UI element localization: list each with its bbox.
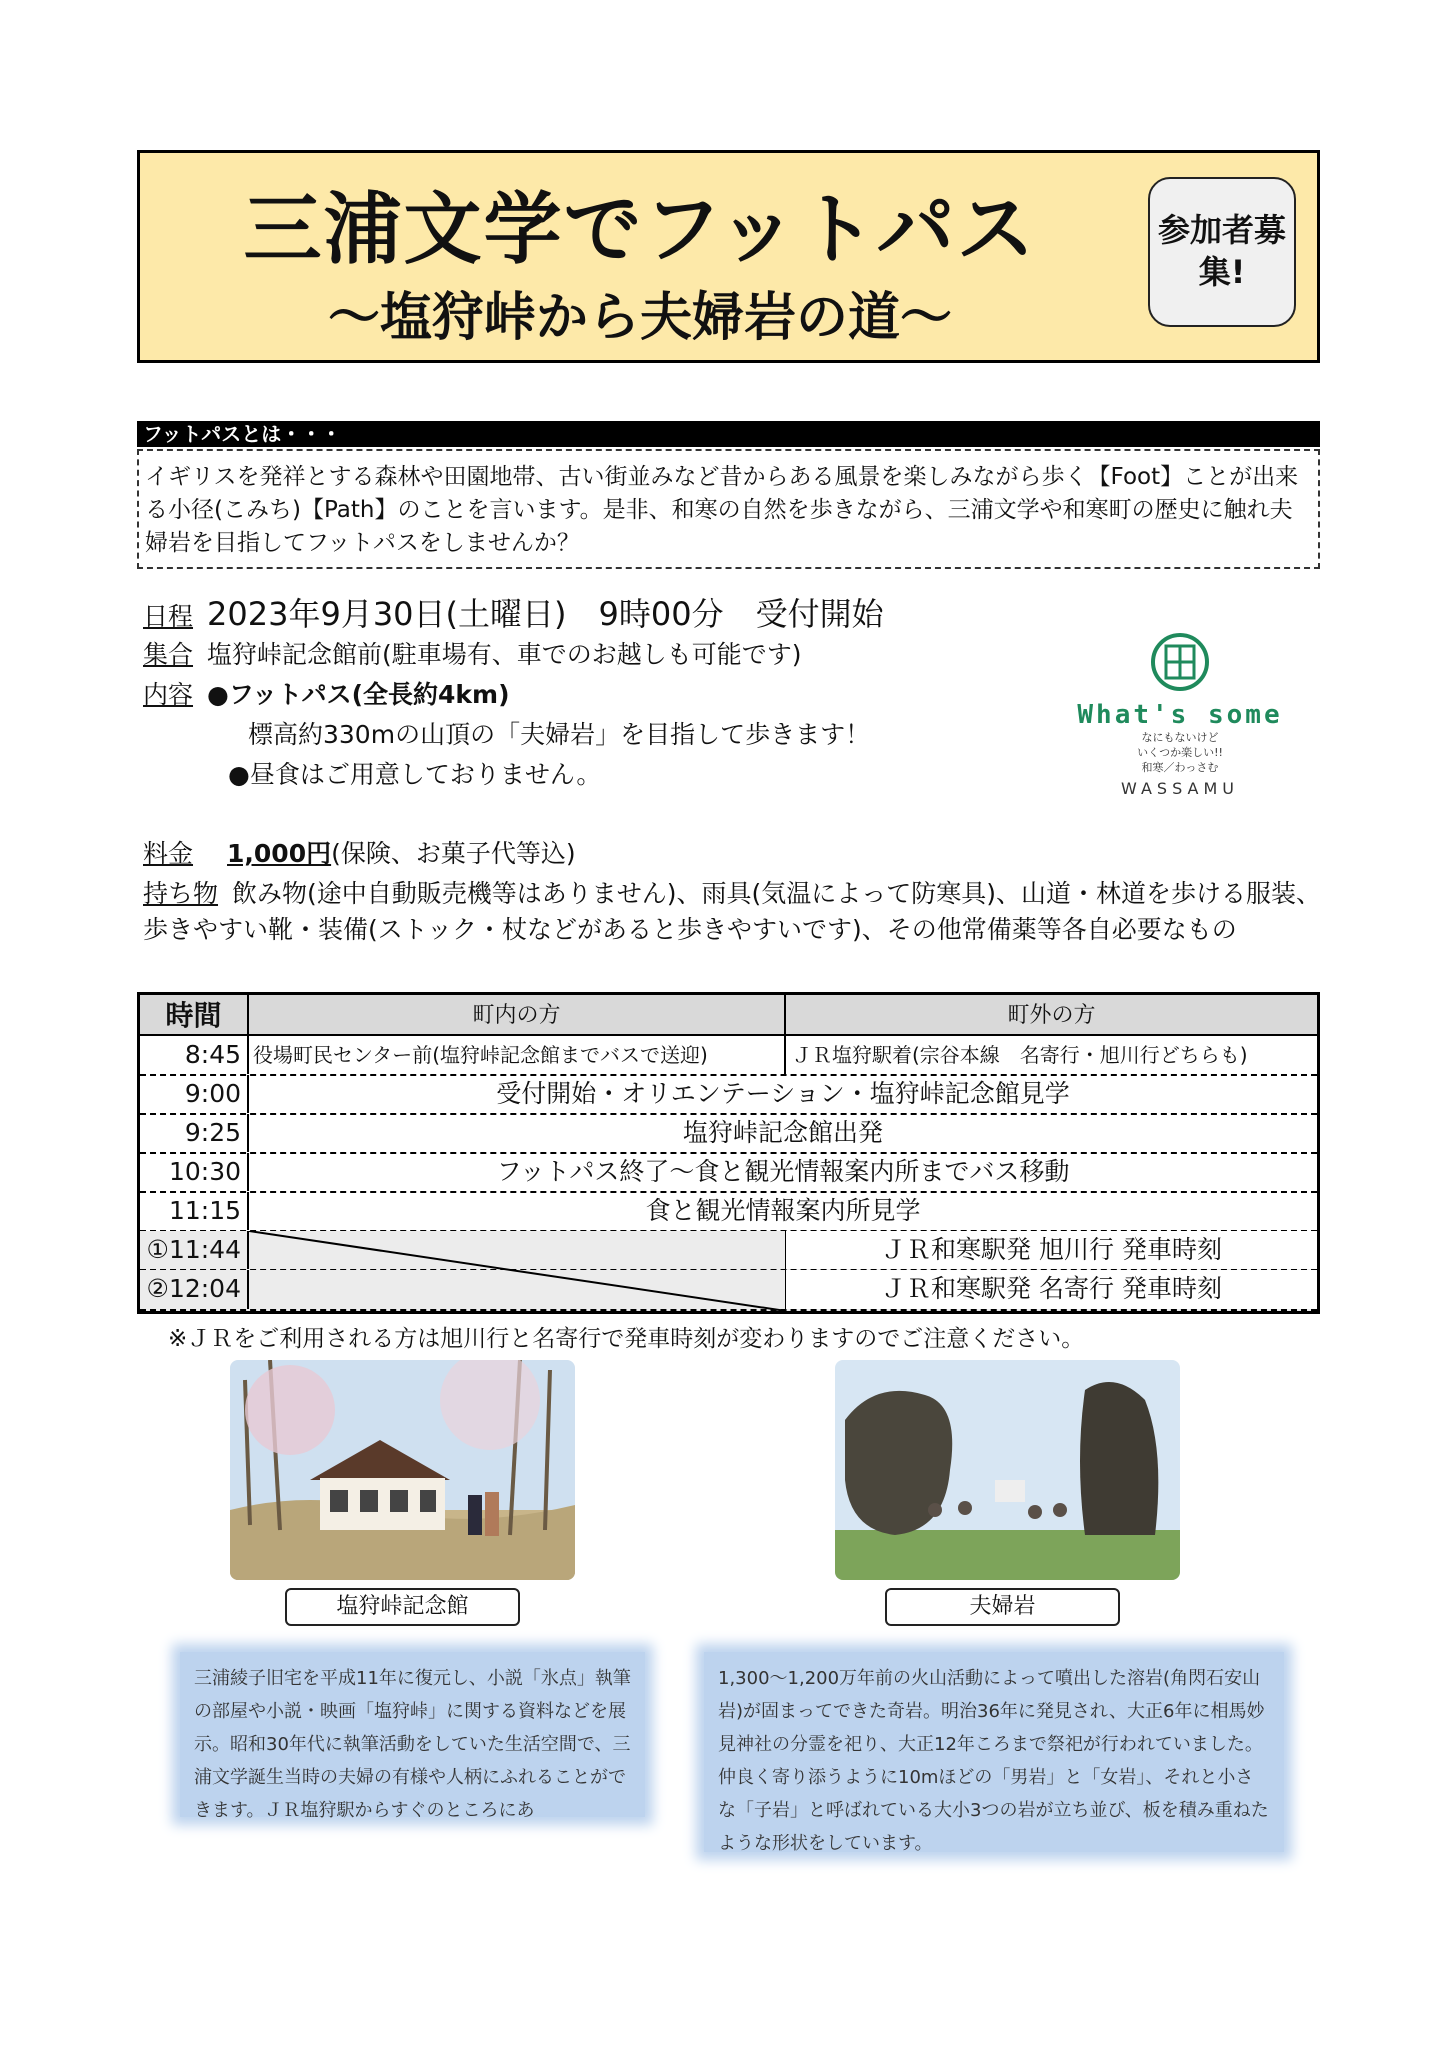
content-line <box>143 677 510 713</box>
content-1: ●フットパス(全長約4km) <box>207 680 510 709</box>
title-banner <box>137 150 1320 363</box>
table-row <box>140 1114 1317 1154</box>
row-all: フットパス終了～食と観光情報案内所までバス移動 <box>496 1157 1070 1186</box>
logo-name: WASSAMU <box>1121 779 1239 798</box>
fee-note: (保険、お菓子代等込) <box>331 839 576 868</box>
row-time: 9:00 <box>140 1075 249 1113</box>
couple-rocks-description: 1,300～1,200万年前の火山活動によって噴出した溶岩(角閃石安山岩)が固まってできた奇岩。明治36年に発見され、大正6年に相馬妙見神社の分霊を祀り、大正12年ころまで祭祀が行われていました。仲良く寄り添うように10mほどの「男岩」と「女岩」、それと小さな「子岩」と呼ばれている大小3つの岩が立ち並び、板を積み重ねたような形状をしています。 <box>704 1652 1284 1852</box>
col-time-header: 時間 <box>140 995 249 1036</box>
content-3: ●昼食はご用意しておりません。 <box>228 760 602 789</box>
couple-rocks-image <box>835 1360 1180 1580</box>
date-value: 2023年9月30日(土曜日) 9時00分 受付開始 <box>207 595 884 633</box>
memorial-house-description: 三浦綾子旧宅を平成11年に復元し、小説「氷点」執筆の部屋や小説・映画「塩狩峠」に関する資料などを展示。昭和30年代に執筆活動をしていた生活空間で、三浦文学誕生当時の夫婦の有様や人柄にふれることができます。ＪＲ塩狩駅からすぐのところにあ <box>180 1652 645 1817</box>
page-subtitle: ～塩狩峠から夫婦岩の道～ <box>327 288 952 348</box>
col-out-header: 町外の方 <box>786 995 1317 1036</box>
row-out: ＪＲ塩狩駅着(宗谷本線 名寄行・旭川行どちらも) <box>792 1043 1248 1067</box>
meet-value: 塩狩峠記念館前(駐車場有、車でのお越しも可能です) <box>207 640 802 669</box>
page-title: 三浦文学でフットパス <box>243 185 1037 275</box>
items-line <box>143 876 1323 948</box>
empty-cell-diagonal <box>249 1231 786 1311</box>
row-time: 9:25 <box>140 1114 249 1152</box>
wassamu-logo <box>1060 632 1300 842</box>
logo-line3: 和寒／わっさむ <box>1141 761 1219 774</box>
row-all: 受付開始・オリエンテーション・塩狩峠記念館見学 <box>496 1079 1070 1108</box>
meet-line <box>143 637 802 673</box>
row-out: ＪＲ和寒駅発 旭川行 発車時刻 <box>786 1231 1317 1269</box>
content-label: 内容 <box>143 680 194 709</box>
about-body: イギリスを発祥とする森林や田園地帯、古い街並みなど昔からある風景を楽しみながら歩く【Foot】ことが出来る小径(こみち)【Path】のことを言います。是非、和寒の自然を歩きながら、三浦文学や和寒町の歴史に触れ夫婦岩を目指してフットパスをしませんか？ <box>137 449 1320 569</box>
recruit-badge: 参加者募集! <box>1148 177 1296 327</box>
logo-brand: What's some <box>1077 700 1283 730</box>
row-time: 8:45 <box>140 1036 249 1074</box>
fee-line <box>143 836 576 872</box>
row-all: 食と観光情報案内所見学 <box>645 1196 921 1225</box>
logo-line2: いくつか楽しい!! <box>1137 746 1223 759</box>
row-time: ①11:44 <box>140 1231 249 1269</box>
items-label: 持ち物 <box>143 879 219 908</box>
schedule-note: ※ＪＲをご利用される方は旭川行と名寄行で発車時刻が変わりますのでご注意ください。 <box>168 1326 1085 1352</box>
date-line <box>143 596 884 635</box>
row-time: 10:30 <box>140 1153 249 1191</box>
row-time: 11:15 <box>140 1192 249 1230</box>
row-in: 役場町民センター前(塩狩峠記念館までバスで送迎) <box>249 1036 786 1074</box>
fee-value: 1,000円 <box>227 839 332 868</box>
couple-rocks-caption: 夫婦岩 <box>885 1588 1120 1626</box>
memorial-house-image <box>230 1360 575 1580</box>
about-heading: フットパスとは・・・ <box>137 421 1320 447</box>
table-row <box>140 1153 1317 1193</box>
couple-rocks-photo <box>835 1360 1180 1580</box>
fee-label: 料金 <box>143 839 194 868</box>
row-time: ②12:04 <box>140 1270 249 1309</box>
content-2: 標高約330mの山頂の「夫婦岩」を目指して歩きます！ <box>248 720 871 749</box>
memorial-house-caption: 塩狩峠記念館 <box>285 1588 520 1626</box>
table-row <box>140 1036 1317 1076</box>
meet-label: 集合 <box>143 640 194 669</box>
wassamu-emblem-icon <box>1150 632 1210 692</box>
row-all: 塩狩峠記念館出発 <box>682 1118 883 1147</box>
schedule-table <box>137 992 1320 1314</box>
col-in-header: 町内の方 <box>249 995 786 1036</box>
table-row <box>140 1192 1317 1232</box>
row-out: ＪＲ和寒駅発 名寄行 発車時刻 <box>786 1270 1317 1309</box>
items-value: 飲み物(途中自動販売機等はありません)、雨具(気温によって防寒具)、山道・林道を歩ける服装、歩きやすい靴・装備(ストック・杖などがあると歩きやすいです)、その他常備薬等各自必要なもの <box>143 879 1322 944</box>
logo-line1: なにもないけど <box>1141 731 1219 744</box>
date-label: 日程 <box>143 602 194 631</box>
memorial-house-photo <box>230 1360 575 1580</box>
table-row <box>140 1075 1317 1115</box>
